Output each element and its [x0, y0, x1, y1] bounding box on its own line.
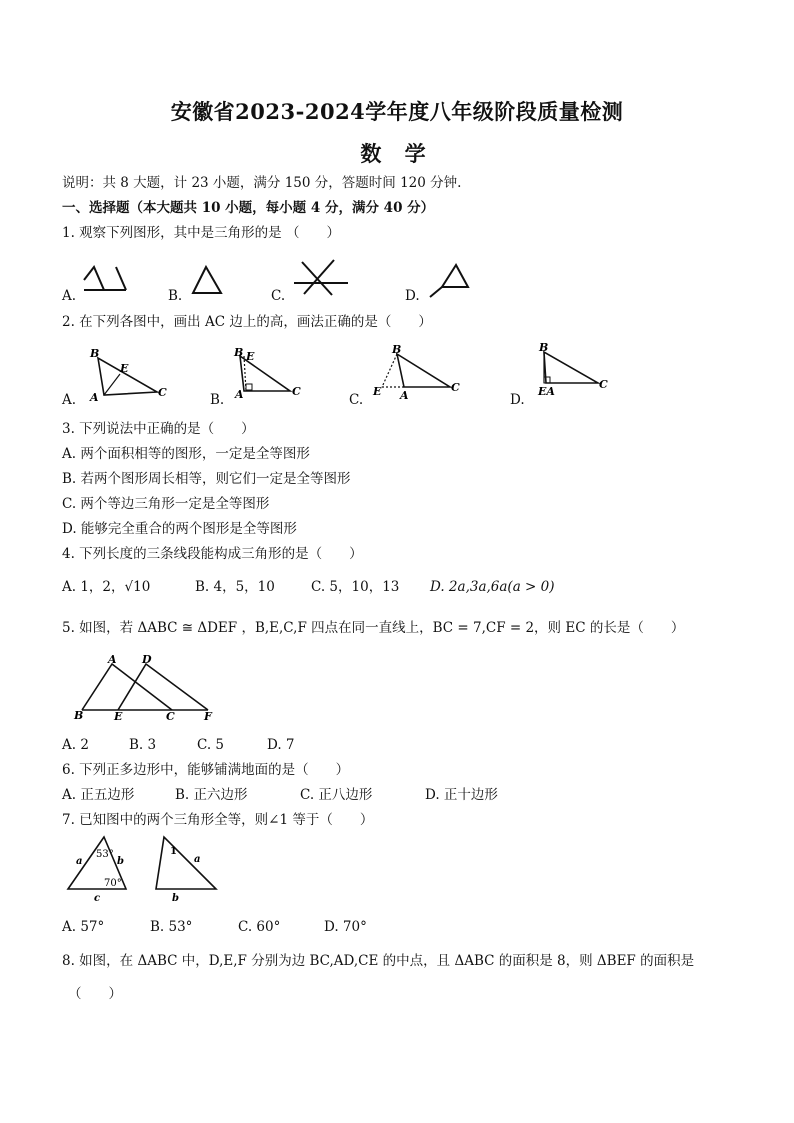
q3-option-a: A. 两个面积相等的图形，一定是全等图形 [62, 446, 310, 462]
q7-right-label-b: b [172, 893, 179, 904]
q2-option-d: D. [510, 392, 525, 408]
q6-option-d: D. 正十边形 [425, 787, 498, 803]
q7-right-label-a: a [194, 854, 201, 865]
q2-b-label-c: C [292, 385, 301, 398]
q4-option-b: B. 4，5，10 [195, 579, 275, 595]
q5-label-b: B [74, 709, 84, 722]
q1-option-c: C. [271, 288, 286, 304]
q2-figure-c-height [382, 354, 397, 387]
q1-option-a: A. [62, 288, 77, 304]
section-heading: 一、选择题（本大题共 10 小题，每小题 4 分，满分 40 分） [62, 200, 435, 216]
q4-option-c: C. 5，10，13 [311, 579, 400, 595]
q7-left-angle-53: 53° [96, 849, 114, 860]
q5-option-d: D. 7 [267, 737, 295, 753]
q8-answer-paren: （ ） [68, 986, 122, 1002]
q5-label-a: A [108, 653, 117, 666]
q4-stem: 4. 下列长度的三条线段能构成三角形的是（ ） [62, 546, 363, 562]
q2-b-label-b: B [234, 346, 244, 359]
q2-figure-d [544, 352, 598, 383]
q2-d-label-b: B [539, 341, 549, 354]
q1-figure-d [442, 265, 468, 287]
q7-left-label-a: a [76, 856, 83, 867]
q1-figure-c-right [304, 260, 334, 294]
q7-left-label-b: b [117, 856, 124, 867]
q6-option-a: A. 正五边形 [62, 787, 135, 803]
q7-left-label-c: c [94, 893, 101, 904]
q7-triangle-right [156, 837, 216, 889]
q8-stem: 8. 如图，在 ΔABC 中，D,E,F 分别为边 BC,AD,CE 的中点，且 ΔABC 的面积是 8，则 ΔBEF 的面积是 [62, 953, 695, 969]
q2-b-right-angle-icon [246, 384, 252, 390]
q7-option-b: B. 53° [150, 919, 193, 935]
q2-d-label-c: C [599, 378, 608, 391]
q5-option-c: C. 5 [197, 737, 225, 753]
q2-option-a: A. [62, 392, 77, 408]
q2-stem: 2. 在下列各图中，画出 AC 边上的高，画法正确的是（ ） [62, 314, 432, 330]
q6-option-b: B. 正六边形 [175, 787, 248, 803]
q3-option-b: B. 若两个图形周长相等，则它们一定是全等图形 [62, 471, 351, 487]
q6-option-c: C. 正八边形 [300, 787, 373, 803]
subject-title: 数 学 [360, 141, 434, 166]
q5-label-d: D [142, 653, 152, 666]
q1-option-b: B. [168, 288, 183, 304]
q5-label-e: E [114, 710, 123, 722]
q3-option-c: C. 两个等边三角形一定是全等图形 [62, 496, 270, 512]
q7-option-a: A. 57° [62, 919, 105, 935]
q2-c-label-e: E [373, 385, 382, 398]
q2-a-label-b: B [90, 347, 100, 360]
q7-right-angle-1: 1 [170, 846, 177, 857]
q4-option-d: D. 2a,3a,6a(a > 0) [430, 579, 555, 595]
q3-stem: 3. 下列说法中正确的是（ ） [62, 421, 255, 437]
instructions: 说明：共 8 大题，计 23 小题，满分 150 分，答题时间 120 分钟. [62, 175, 462, 191]
q6-stem: 6. 下列正多边形中，能够铺满地面的是（ ） [62, 762, 350, 778]
q2-figures [60, 340, 620, 405]
q1-figure-a-right [116, 267, 126, 290]
q1-stem: 1. 观察下列图形，其中是三角形的是 （ ） [62, 225, 340, 241]
q2-c-label-c: C [451, 381, 460, 394]
q5-label-c: C [166, 710, 175, 722]
q1-figure-b [193, 267, 221, 293]
q2-figure-c [397, 354, 450, 387]
q2-c-label-b: B [392, 343, 402, 356]
q5-option-b: B. 3 [129, 737, 157, 753]
q2-a-label-a: A [90, 391, 99, 404]
q7-left-angle-70: 70° [104, 878, 122, 889]
q1-option-d: D. [405, 288, 420, 304]
q2-figure-a-height [104, 374, 120, 395]
q4-option-a: A. 1，2，√10 [62, 579, 151, 595]
q2-a-label-e: E [120, 362, 129, 375]
q2-c-label-a: A [400, 389, 409, 402]
q3-option-d: D. 能够完全重合的两个图形是全等图形 [62, 521, 297, 537]
q1-figure-a [84, 267, 104, 290]
q5-triangle-abc [82, 664, 172, 710]
q1-figure-d-ext [430, 287, 442, 297]
q7-option-c: C. 60° [238, 919, 281, 935]
q2-d-label-ea: EA [538, 385, 555, 398]
q2-b-label-a: A [235, 388, 244, 401]
exam-title: 安徽省2023-2024学年度八年级阶段质量检测 [170, 99, 624, 124]
q5-stem: 5. 如图，若 ΔABC ≅ ΔDEF ，B,E,C,F 四点在同一直线上，BC = 7,CF = 2，则 EC 的长是（ ） [62, 620, 685, 636]
q5-label-f: F [204, 710, 212, 722]
q5-option-a: A. 2 [62, 737, 89, 753]
q2-a-label-c: C [158, 386, 167, 399]
q7-figures [60, 834, 230, 904]
q5-figure [60, 652, 230, 722]
q2-option-c: C. [349, 392, 364, 408]
q7-option-d: D. 70° [324, 919, 367, 935]
q7-stem: 7. 已知图中的两个三角形全等，则∠1 等于（ ） [62, 812, 374, 828]
q2-b-label-e: E [246, 350, 255, 363]
q2-option-b: B. [210, 392, 225, 408]
